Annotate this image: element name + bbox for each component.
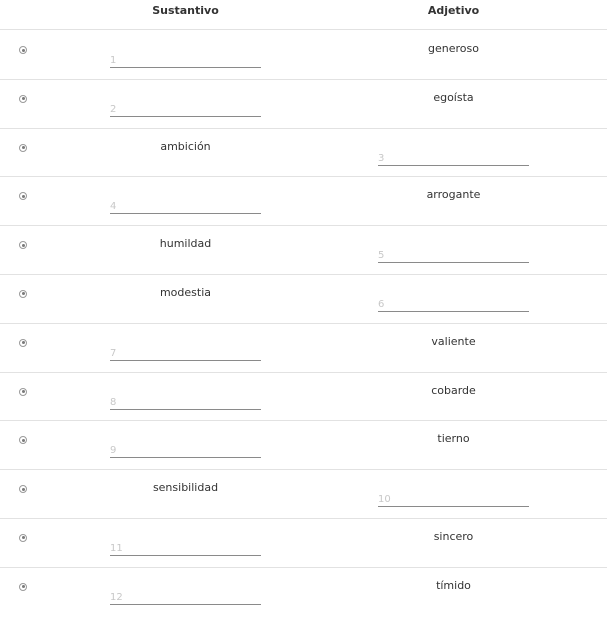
adjective-answer-cell (378, 275, 529, 323)
blank-number: 8 (110, 396, 117, 408)
blank-number: 10 (378, 494, 391, 506)
exercise-rows (0, 31, 607, 617)
adjective-answer-cell (378, 470, 529, 518)
radio-bullet-icon[interactable] (19, 388, 27, 396)
column-header-sustantivo: Sustantivo (152, 4, 219, 17)
adjective-text: cobarde (431, 383, 476, 397)
blank-number: 4 (110, 201, 117, 213)
answer-blank-input[interactable] (110, 343, 261, 361)
noun-text: ambición (160, 139, 211, 153)
radio-bullet-icon[interactable] (19, 436, 27, 444)
adjective-cell (378, 568, 529, 616)
answer-blank-input[interactable] (378, 489, 529, 507)
noun-cell (110, 470, 261, 518)
blank-number: 11 (110, 542, 123, 554)
noun-answer-cell (110, 568, 261, 616)
blank-number: 2 (110, 103, 117, 115)
noun-answer-cell (110, 421, 261, 469)
noun-text: modestia (159, 285, 212, 299)
blank-number: 9 (110, 445, 117, 457)
table-row (0, 275, 607, 324)
blank-number: 6 (378, 298, 385, 310)
blank-number: 3 (378, 152, 385, 164)
noun-answer-cell (110, 80, 261, 128)
noun-cell (110, 129, 261, 177)
table-row (0, 177, 607, 226)
adjective-text: sincero (433, 529, 474, 543)
adjective-text: arrogante (426, 188, 481, 202)
blank-number: 1 (110, 55, 117, 66)
table-row (0, 568, 607, 617)
radio-bullet-icon[interactable] (19, 339, 27, 347)
adjective-cell (378, 31, 529, 79)
radio-bullet-icon[interactable] (19, 192, 27, 200)
radio-bullet-icon[interactable] (19, 534, 27, 542)
radio-bullet-icon[interactable] (19, 583, 27, 591)
adjective-cell (378, 421, 529, 469)
adjective-cell (378, 80, 529, 128)
adjective-text: generoso (428, 42, 479, 55)
adjective-text: tímido (436, 578, 471, 592)
table-row (0, 519, 607, 568)
adjective-text: egoísta (433, 90, 474, 104)
answer-blank-input[interactable] (110, 392, 261, 410)
table-header (0, 0, 607, 30)
adjective-answer-cell (378, 129, 529, 177)
answer-blank-input[interactable] (110, 99, 261, 117)
blank-number: 7 (110, 347, 117, 359)
radio-bullet-icon[interactable] (19, 290, 27, 298)
answer-blank-input[interactable] (110, 50, 261, 68)
noun-answer-cell (110, 31, 261, 79)
noun-text: humildad (159, 237, 212, 251)
answer-blank-input[interactable] (110, 440, 261, 458)
adjective-text: tierno (437, 432, 470, 446)
answer-blank-input[interactable] (378, 245, 529, 263)
adjective-answer-cell (378, 226, 529, 274)
answer-blank-input[interactable] (378, 294, 529, 312)
adjective-cell (378, 324, 529, 372)
noun-answer-cell (110, 519, 261, 567)
answer-blank-input[interactable] (110, 587, 261, 605)
answer-blank-input[interactable] (110, 538, 261, 556)
noun-answer-cell (110, 373, 261, 421)
adjective-text: valiente (431, 334, 476, 348)
adjective-cell (378, 373, 529, 421)
noun-text: sensibilidad (152, 481, 219, 495)
table-row (0, 470, 607, 519)
blank-number: 12 (110, 591, 123, 603)
table-row (0, 226, 607, 275)
noun-answer-cell (110, 177, 261, 225)
table-row (0, 324, 607, 373)
noun-answer-cell (110, 324, 261, 372)
radio-bullet-icon[interactable] (19, 95, 27, 103)
noun-cell (110, 226, 261, 274)
radio-bullet-icon[interactable] (19, 46, 27, 54)
radio-bullet-icon[interactable] (19, 485, 27, 493)
adjective-cell (378, 519, 529, 567)
adjective-cell (378, 177, 529, 225)
table-row (0, 31, 607, 80)
table-row (0, 421, 607, 470)
table-row (0, 129, 607, 178)
table-row (0, 80, 607, 129)
blank-number: 5 (378, 250, 385, 262)
column-header-adjetivo: Adjetivo (427, 4, 480, 17)
radio-bullet-icon[interactable] (19, 241, 27, 249)
radio-bullet-icon[interactable] (19, 144, 27, 152)
noun-cell (110, 275, 261, 323)
table-row (0, 373, 607, 422)
answer-blank-input[interactable] (378, 148, 529, 166)
answer-blank-input[interactable] (110, 196, 261, 214)
